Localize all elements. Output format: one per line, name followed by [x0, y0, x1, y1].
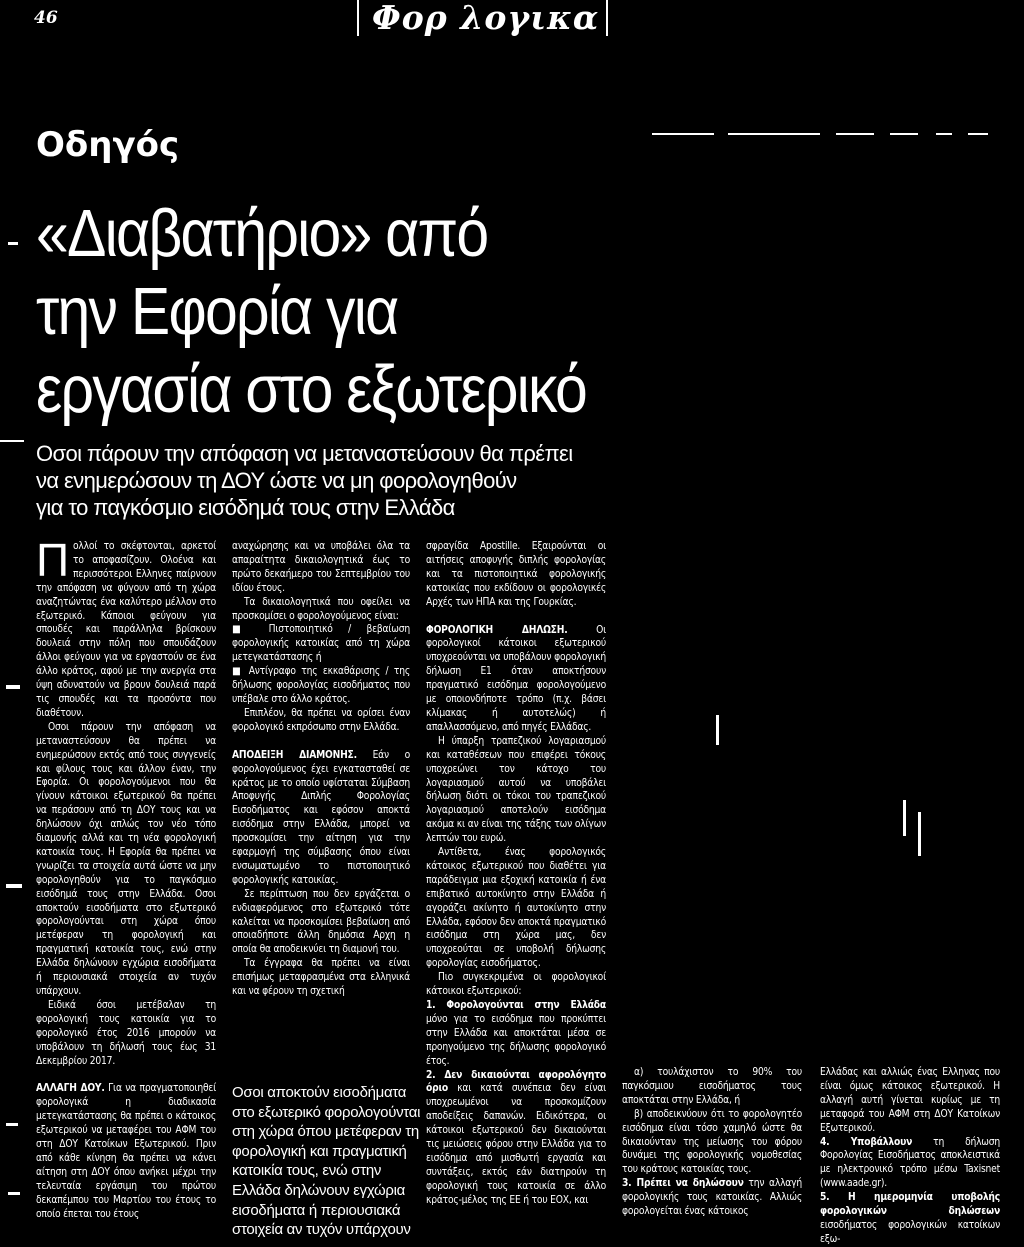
scan-mark	[6, 685, 20, 689]
scan-mark	[716, 715, 719, 745]
paragraph	[232, 749, 410, 888]
bullet-item: ■ Πιστοποιητικό / βεβαίωση φορολογικής κατοικίας από τη χώρα μετεγκατάστασης ή	[232, 624, 410, 664]
kicker: Οδηγός	[36, 125, 180, 165]
subtitle	[36, 440, 676, 521]
list-item	[820, 1136, 1000, 1192]
scan-mark	[0, 440, 24, 442]
scan-mark	[918, 812, 921, 856]
subtitle-line: να ενημερώσουν τη ΔΟΥ ώστε να μη φορολογηθούν	[36, 468, 517, 493]
paragraph-text: Οι φορολογικοί κάτοικοι εξωτερικού υποχρεούνται να υποβάλουν φορολογική δήλωση Ε1 όταν αποκτήσουν πραγματικό εισόδημα φορολογούμενο με οποιονδήποτε τρόπο (π.χ. βάσει κλίμακας ή αυτοτελώς) ή απαλλασσόμενο, από πηγές Ελλάδας.	[426, 624, 606, 733]
list-item-text: και κατά συνέπεια δεν είναι υποχρεωμένοι να προσκομίζουν αποδείξεις δαπανών. Ειδικότερα, οι κάτοικοι εξωτερικού δεν δικαιούνται τις μειώσεις φόρου στην Ελλάδα για το εισόδημα από μισθωτή εργασία και συντάξεις, εκτός εάν διατηρούν τη φορολογική τους κατοικία σε άλλο κράτος-μέλος της ΕΕ ή του ΕΟΧ, και	[426, 1083, 606, 1206]
body-column-1	[36, 534, 216, 1222]
pull-quote-line: κατοικία τους, ενώ στην	[232, 1162, 382, 1180]
pull-quote-line: στο εξωτερικό φορολογούνται	[232, 1103, 421, 1121]
subtitle-line: για το παγκόσμιο εισόδημά τους στην Ελλάδα	[36, 495, 455, 520]
header-divider	[606, 0, 608, 36]
paragraph: Επιπλέον, θα πρέπει να ορίσει έναν φορολογικό εκπρόσωπο στην Ελλάδα.	[232, 707, 410, 733]
paragraph-text: Εάν ο φορολογούμενος έχει εγκατασταθεί σε κράτος με το οποίο υφίσταται Σύμβαση Αποφυγής Διπλής Φορολογίας Εισοδήματος και εφόσον αποκτά εισόδημα στην Ελλάδα, μπορεί να προσκομίσει την αίτηση για την εφαρμογή της σύμβασης όπου είναι ενσωματωμένο το πιστοποιητικό φορολογικής κατοικίας.	[232, 749, 410, 886]
scan-mark	[6, 884, 22, 888]
dropcap: Π	[36, 534, 70, 586]
scan-mark	[8, 1192, 20, 1195]
paragraph: Ειδικά όσοι μετέβαλαν τη φορολογική τους κατοικία για το φορολογικό έτος 2016 μπορούν να υποβάλουν τη δήλωσή τους έως 31 Δεκεμβρίου 2017.	[36, 999, 216, 1067]
list-item-text: μόνο για το εισόδημα που προκύπτει στην Ελλάδα και αποκτάται μέσα σε προηγούμενο της δήλωσης φορολογικό έτος.	[426, 1013, 606, 1067]
pull-quote	[232, 1083, 421, 1240]
section-title: Φορ λογικα	[372, 0, 600, 37]
subhead: ΑΠΟΔΕΙΞΗ ΔΙΑΜΟΝΗΣ.	[232, 749, 357, 761]
paragraph: Πιο συγκεκριμένα οι φορολογικοί κάτοικοι εξωτερικού:	[426, 972, 606, 998]
scan-mark	[728, 133, 820, 135]
scan-mark	[652, 133, 714, 135]
headline	[36, 195, 587, 429]
paragraph: β) αποδεικνύουν ότι το φορολογητέο εισόδημα είναι τόσο χαμηλό ώστε θα δικαιούνταν της μείωσης του φόρου δυνάμει της φορολογικής νομοθεσίας του κράτους κατοικίας τους.	[622, 1108, 802, 1176]
pull-quote-line: στη χώρα όπου μετέφεραν τη	[232, 1123, 419, 1141]
subhead: ΦΟΡΟΛΟΓΙΚΗ ΔΗΛΩΣΗ.	[426, 624, 568, 636]
paragraph: σφραγίδα Apostille. Εξαιρούνται οι αιτήσεις αποφυγής διπλής φορολογίας και τα πιστοποιητικά φορολογικής κατοικίας που εκδίδουν οι φορολογικές Αρχές των ΗΠΑ και της Γουρκίας.	[426, 541, 606, 608]
pull-quote-line: εισοδήματα ή περιουσιακά	[232, 1201, 401, 1219]
scan-mark	[903, 800, 906, 836]
headline-line: την Εφορία για	[36, 274, 398, 349]
paragraph: Οσοι πάρουν την απόφαση να μεταναστεύσουν θα πρέπει να ενημερώσουν εκτός από τους συγγενείς και φίλους τους και άλλον έναν, την Εφορία. Οι φορολογούμενοι που θα γίνουν κάτοικοι εξωτερικού θα πρέπει να περάσουν από τη ΔΟΥ τους και να δηλώσουν όχι απλώς τον νέο τόπο διαμονής αλλά και τη νέα φορολογική κατοικία τους. Η Εφορία θα πρέπει να γνωρίζει τα στοιχεία αυτά ώστε να μην φορολογηθούν για το παγκόσμιο εισόδημά τους στην Ελλάδα. Οσοι αποκτούν εισοδήματα στο εξωτερικό φορολογούνται στη χώρα όπου μετέφεραν τη φορολογική και πραγματική κατοικία τους, ενώ στην Ελλάδα δηλώνουν εγχώρια εισοδήματα ή περιουσιακά στοιχεία αν τυχόν υπάρχουν.	[36, 721, 216, 997]
bullet-item: ■ Αντίγραφο της εκκαθάρισης / της δήλωσης φορολογίας εισοδήματος που υπέβαλε στο άλλο κράτος.	[232, 666, 410, 705]
subtitle-line: Οσοι πάρουν την απόφαση να μεταναστεύσουν θα πρέπει	[36, 441, 573, 466]
list-item-lead: 5. Η ημερομηνία υποβολής φορολογικών δηλώσεων	[820, 1192, 1000, 1218]
scan-mark	[936, 133, 952, 135]
subhead: ΑΛΛΑΓΗ ΔΟΥ.	[36, 1083, 105, 1095]
list-item	[622, 1177, 802, 1219]
paragraph: αναχώρησης και να υποβάλει όλα τα απαραίτητα δικαιολογητικά έως το πρώτο δεκαήμερο του Σεπτεμβρίου του ιδίου έτους.	[232, 541, 410, 594]
list-item-lead: 4. Υποβάλλουν	[820, 1136, 913, 1148]
paragraph: Η ύπαρξη τραπεζικού λογαριασμού και καταθέσεων που επιφέρει τόκους υποχρεώνει τον κάτοχο του λογαριασμού αυτού να υποβάλει δήλωση διότι οι τόκοι του τραπεζικού λογαριασμού αποτελούν εισόδημα ακόμα κι αν είναι της τάξης των ολίγων λεπτών του ευρώ.	[426, 735, 606, 845]
body-column-4	[622, 1066, 802, 1219]
body-column-2	[232, 540, 410, 999]
paragraph	[36, 1082, 216, 1221]
page-number: 46	[34, 8, 58, 28]
list-item-lead: 2. Δεν δικαιούνται αφορολόγητο όριο	[426, 1069, 606, 1095]
pull-quote-line: στοιχεία αν τυχόν υπάρχουν	[232, 1221, 411, 1239]
list-item	[426, 999, 606, 1069]
header-divider	[357, 0, 359, 36]
headline-line: «Διαβατήριο» από	[36, 196, 488, 271]
scan-mark	[6, 1123, 18, 1126]
paragraph: α) τουλάχιστον το 90% του παγκόσμιου εισοδήματος τους αποκτάται στην Ελλάδα, ή	[622, 1067, 802, 1106]
pull-quote-line: Οσοι αποκτούν εισοδήματα	[232, 1084, 407, 1101]
paragraph: Αντίθετα, ένας φορολογικός κάτοικος εξωτερικού που διαθέτει για παράδειγμα μια εξοχική κατοικία ή ένα επιβατικό αυτοκίνητο στην Ελλάδα ή αγοράζει ακίνητο ή αυτοκίνητο στην Ελλάδα, εφόσον δεν αποκτά πραγματικό εισόδημα στη χώρα μας, δεν υποχρεούται σε υποβολή δήλωσης φορολογίας εισοδήματος.	[426, 847, 606, 970]
pull-quote-line: φορολογική και πραγματική	[232, 1142, 407, 1160]
list-item-text: τη δήλωση Φορολογίας Εισοδήματος αποκλειστικά με ηλεκτρονικό τρόπο μέσω Taxisnet (www.aade.gr).	[820, 1136, 1001, 1190]
paragraph: Τα έγγραφα θα πρέπει να είναι επισήμως μεταφρασμένα στα ελληνικά και να φέρουν τη σχετική	[232, 958, 410, 998]
paragraph: Τα δικαιολογητικά που οφείλει να προσκομίσει ο φορολογούμενος είναι:	[232, 596, 410, 622]
scan-mark	[968, 133, 988, 135]
list-item-lead: 3. Πρέπει να δηλώσουν	[622, 1178, 744, 1190]
body-column-3	[426, 540, 606, 1208]
scan-mark	[890, 133, 918, 135]
list-item-lead: 1. Φορολογούνται στην Ελλάδα	[426, 1000, 606, 1011]
paragraph-text: Για να πραγματοποιηθεί φορολογικά η διαδικασία μετεγκατάστασης θα πρέπει ο κάτοικος εξωτερικού να μεταφέρει του ΑΦΜ του στη ΔΟΥ Κατοίκων Εξωτερικού. Πριν από κάθε κίνηση θα πρέπει να κάνει αίτηση στη ΔΟΥ όπου ανήκει μέχρι την τελευταία εργάσιμη του πρώτου δεκαπέμπου του Μαρτίου του έτους το οποίο έπεται του έτους	[36, 1083, 216, 1220]
list-item-text: την αλλαγή φορολογικής τους κατοικίας. Αλλιώς φορολογείται ένας κάτοικος	[622, 1178, 802, 1218]
scan-mark	[836, 133, 874, 135]
headline-line: εργασία στο εξωτερικό	[36, 352, 587, 427]
list-item	[820, 1191, 1000, 1247]
scan-mark	[8, 242, 18, 245]
paragraph: Ελλάδας και αλλιώς ένας Ελληνας που είναι όμως κάτοικος εξωτερικού. Η αλλαγή αυτή γίνεται κυρίως με τη μεταφορά του ΑΦΜ στη ΔΟΥ Κατοίκων Εξωτερικού.	[820, 1067, 1000, 1134]
list-item	[426, 1069, 606, 1208]
pull-quote-line: Ελλάδα δηλώνουν εγχώρια	[232, 1181, 406, 1199]
body-column-5	[820, 1066, 1000, 1247]
paragraph	[426, 624, 606, 735]
list-item-text: εισοδήματος φορολογικών κατοίκων εξω-	[820, 1219, 1000, 1245]
paragraph: ολλοί το σκέφτονται, αρκετοί το αποφασίζουν. Ολοένα και περισσότεροι Ελληνες παίρνουν την απόφαση να φύγουν από τη χώρα αναζητώντας ένα καλύτερο μέλλον στο εξωτερικό. Κάποιοι φεύγουν για σπουδές και παράλληλα βρίσκουν δουλειά στην πόλη που σπουδάζουν άλλοι φεύγουν για να εργαστούν σε ένα άλλο κράτος, αφού με την ανεργία στα ύψη αδυνατούν να βρουν δουλειά παρά τις σπουδές και τα προσόντα που διαθέτουν.	[36, 541, 216, 719]
paragraph: Σε περίπτωση που δεν εργάζεται ο ενδιαφερόμενος στο εξωτερικό τότε καλείται να προσκομίσει βεβαίωση από οποιαδήποτε άλλη δημόσια Αρχη η οποία θα αποδεικνύει τη διαμονή του.	[232, 888, 410, 956]
